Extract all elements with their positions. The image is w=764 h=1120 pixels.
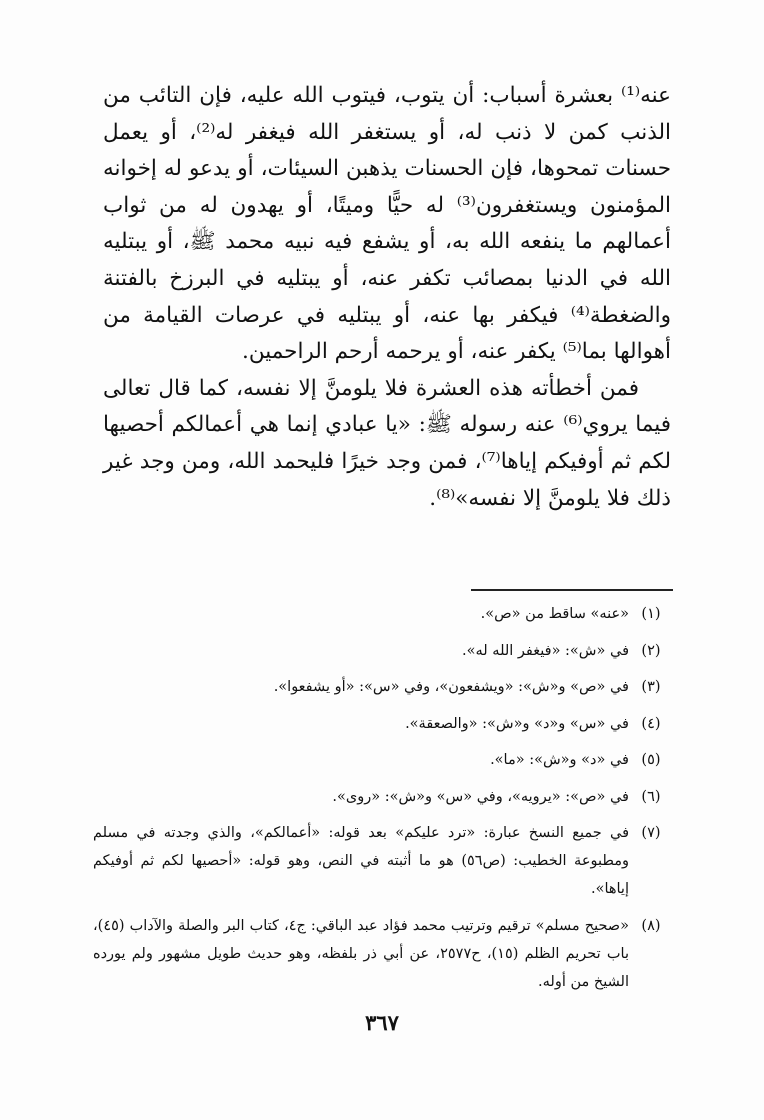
footnote-number: (٤)	[641, 715, 661, 732]
footnote-separator	[471, 589, 673, 591]
footnote-1	[93, 600, 673, 628]
footnote-7	[93, 819, 673, 903]
footnote-3	[93, 673, 673, 701]
main-text	[103, 78, 671, 517]
footnote-text: في جميع النسخ عبارة: «ترد عليكم» بعد قوله: «أعمالكم»، والذي وجدته في مسلم ومطبوعة الخطيب: (ص٥٦) هو ما أثبته في النص، وهو قوله: «أحصيها لكم ثم أوفيكم إياها».	[93, 825, 629, 897]
page-number: ٣٦٧	[365, 1010, 399, 1035]
footnote-number: (٨)	[641, 917, 661, 934]
footnote-4	[93, 710, 673, 738]
footnote-text: في «ص»: «يرويه»، وفي «س» و«ش»: «روى».	[332, 788, 629, 805]
footnote-text: في «ص» و«ش»: «ويشفعون»، وفي «س»: «أو يشفعوا».	[273, 679, 629, 695]
footnote-8	[93, 912, 673, 996]
footnote-5	[93, 746, 673, 774]
main-paragraph-2: فمن أخطأته هذه العشرة فلا يلومنَّ إلا نفسه، كما قال تعالى فيما يروي⁽⁶⁾ عنه رسوله ﷺ: «يا عبادي إنما هي أعمالكم أحصيها لكم ثم أوفيكم إياها⁽⁷⁾، فمن وجد خيرًا فليحمد الله، ومن وجد غير ذلك فلا يلومنَّ إلا نفسه»⁽⁸⁾.	[103, 375, 671, 511]
footnote-text: «صحيح مسلم» ترقيم وترتيب محمد فؤاد عبد الباقي: ج٤، كتاب البر والصلة والآداب (٤٥)، باب تحريم الظلم (١٥)، ح٢٥٧٧، عن أبي ذر بلفظه، وهو حديث طويل مشهور ولم يورده الشيخ من أوله.	[93, 917, 629, 990]
footnote-number: (٢)	[641, 642, 661, 659]
main-paragraph-1: عنه⁽¹⁾ بعشرة أسباب: أن يتوب، فيتوب الله عليه، فإن التائب من الذنب كمن لا ذنب له، أو يستغفر الله فيغفر له⁽²⁾، أو يعمل حسنات تمحوها، فإن الحسنات يذهبن السيئات، أو يدعو له إخوانه المؤمنون ويستغفرون⁽³⁾ له حيًّا وميتًا، أو يهدون له من ثواب أعمالهم ما ينفعه الله به، أو يشفع فيه نبيه محمد ﷺ، أو يبتليه الله في الدنيا بمصائب تكفر عنه، أو يبتليه في البرزخ بالفتنة والضغطة⁽⁴⁾ فيكفر بها عنه، أو يبتليه في عرصات القيامة من أهوالها بما⁽⁵⁾ يكفر عنه، أو يرحمه أرحم الراحمين.	[103, 83, 672, 365]
footnote-text: في «س» و«د» و«ش»: «والصعقة».	[405, 715, 629, 732]
footnote-2	[93, 637, 673, 665]
footnote-number: (١)	[641, 606, 661, 622]
footnote-number: (٧)	[641, 825, 661, 841]
footnote-text: في «ش»: «فيغفر الله له».	[462, 642, 629, 659]
footnote-text: في «د» و«ش»: «ما».	[490, 752, 629, 768]
footnote-number: (٦)	[641, 788, 661, 805]
footnote-number: (٣)	[641, 679, 661, 695]
footnote-6	[93, 783, 673, 811]
footnote-number: (٥)	[641, 752, 661, 768]
footnote-text: «عنه» ساقط من «ص».	[480, 606, 629, 622]
footnotes-list	[93, 600, 673, 1004]
